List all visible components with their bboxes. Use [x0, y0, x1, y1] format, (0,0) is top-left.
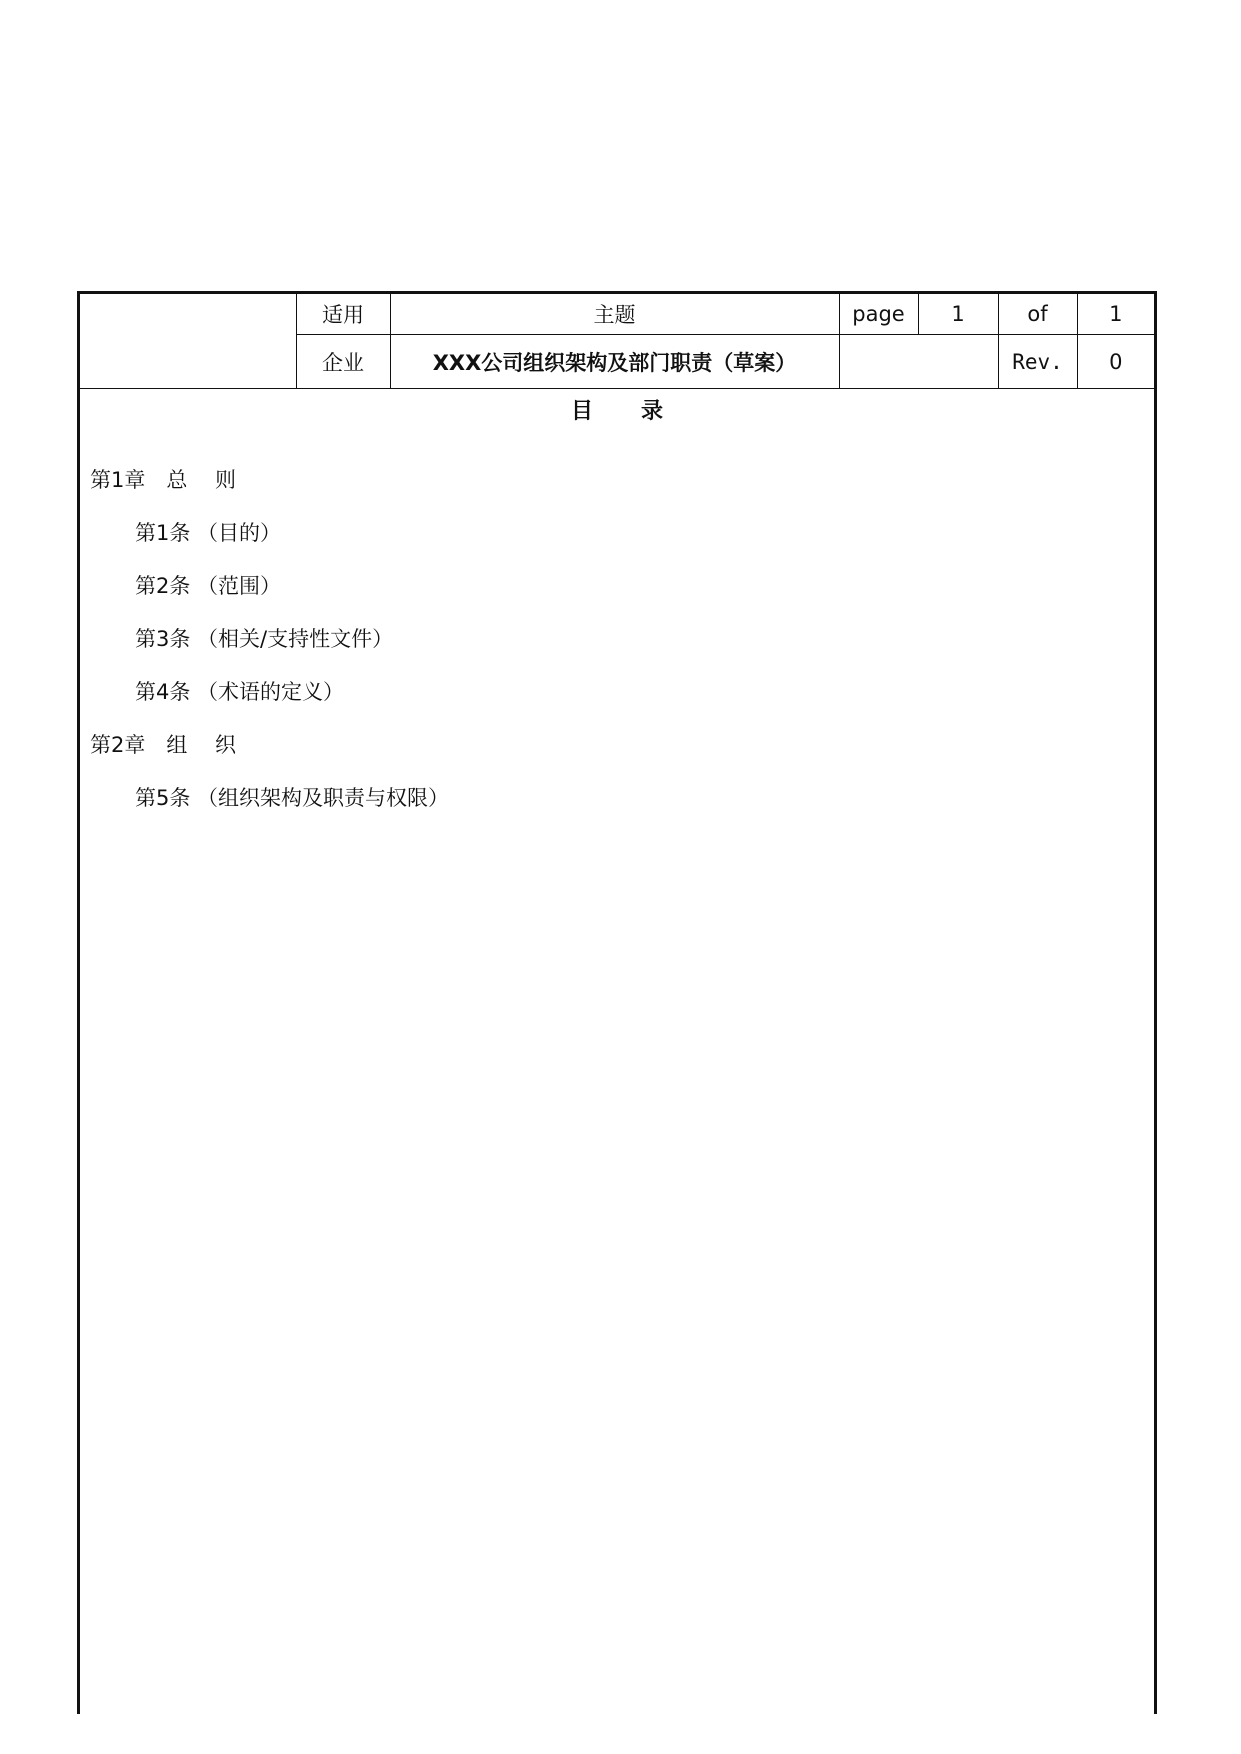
document-title: XXX公司组织架构及部门职责（草案） — [390, 335, 839, 389]
toc-heading: 目录 — [570, 399, 711, 424]
rev-label: Rev. — [998, 335, 1077, 389]
toc-article[interactable]: 第1条 （目的） — [135, 521, 282, 545]
applicable-label: 适用 — [296, 294, 390, 335]
page-total: 1 — [1077, 294, 1154, 335]
toc-chapter[interactable]: 第1章 总 则 — [90, 468, 237, 492]
page-label: page — [839, 294, 918, 335]
document-page — [77, 291, 1157, 1714]
toc-article[interactable]: 第5条 （组织架构及职责与权限） — [135, 786, 450, 810]
logo-cell — [80, 294, 296, 389]
page-number: 1 — [918, 294, 998, 335]
rev-value: 0 — [1077, 335, 1154, 389]
toc-article[interactable]: 第2条 （范围） — [135, 574, 282, 598]
toc-article[interactable]: 第4条 （术语的定义） — [135, 680, 345, 704]
document-header-table — [80, 294, 1154, 389]
toc-article[interactable]: 第3条 （相关/支持性文件） — [135, 627, 394, 651]
toc-list — [90, 454, 449, 825]
toc-chapter[interactable]: 第2章 组 织 — [90, 733, 237, 757]
empty-cell — [839, 335, 998, 389]
applicable-value: 企业 — [296, 335, 390, 389]
subject-label: 主题 — [390, 294, 839, 335]
of-label: of — [998, 294, 1077, 335]
